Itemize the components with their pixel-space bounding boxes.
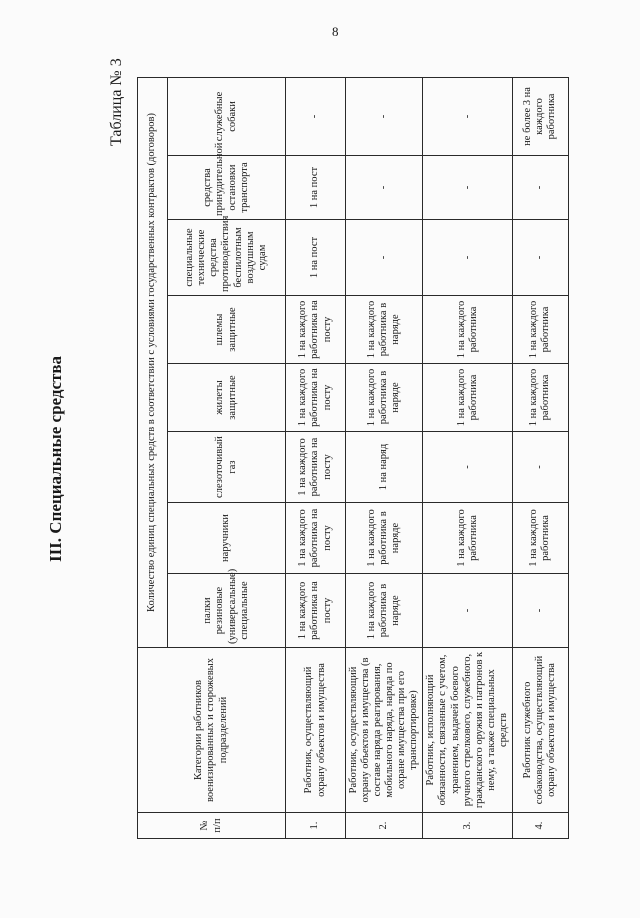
table-cell: - <box>423 77 512 155</box>
table-cell: - <box>423 156 512 220</box>
special-means-table <box>137 77 569 839</box>
row-category: Работник, осуществляющий охрану объектов и имущества <box>286 648 346 813</box>
table-cell: 1 на пост <box>286 220 346 296</box>
table-cell: не более 3 на каждого работника <box>512 77 568 155</box>
header-group: Количество единиц специальных средств в соответствии с условиями государственных контрактов (договоров) <box>138 77 168 647</box>
table-cell: 1 на каждого работника на посту <box>286 503 346 574</box>
table-cell: 1 на наряд <box>346 432 423 503</box>
table-cell: - <box>423 574 512 648</box>
table-cell: 1 на каждого работника на посту <box>286 296 346 364</box>
header-col-anti-drone: специальные технические средства противодействия беспилотным воздушным судам <box>168 220 286 296</box>
table-cell: 1 на каждого работника в наряде <box>346 574 423 648</box>
table-row <box>286 77 346 838</box>
table-cell: 1 на каждого работника <box>423 503 512 574</box>
table-cell: 1 на каждого работника <box>512 503 568 574</box>
table-label: Таблица № 3 <box>108 58 125 146</box>
table-cell: - <box>423 220 512 296</box>
table-cell: - <box>512 432 568 503</box>
header-col-dogs: служебные собаки <box>168 77 286 155</box>
row-number: 1. <box>286 813 346 839</box>
table-cell: 1 на каждого работника <box>423 296 512 364</box>
header-col-vests: жилеты защитные <box>168 364 286 432</box>
section-title: III. Специальные средства <box>46 355 65 563</box>
table-cell: - <box>512 574 568 648</box>
table-cell: 1 на пост <box>286 156 346 220</box>
table-cell: 1 на каждого работника в наряде <box>346 296 423 364</box>
table-cell: - <box>286 77 346 155</box>
table-row <box>512 77 568 838</box>
header-col-helmets: шлемы защитные <box>168 296 286 364</box>
table-cell: - <box>346 156 423 220</box>
table-cell: - <box>346 77 423 155</box>
table-cell: 1 на каждого работника в наряде <box>346 503 423 574</box>
header-category: Категории работников военизированных и сторожевых подразделений <box>138 648 286 813</box>
header-col-tear-gas: слезоточивый газ <box>168 432 286 503</box>
table-row <box>346 77 423 838</box>
header-col-vehicle-stop: средства принудительной остановки транспорта <box>168 156 286 220</box>
header-col-batons: палки резиновые (универсальные) специальные <box>168 574 286 648</box>
row-number: 3. <box>423 813 512 839</box>
table-cell: - <box>423 432 512 503</box>
row-number: 2. <box>346 813 423 839</box>
table-cell: 1 на каждого работника на посту <box>286 574 346 648</box>
row-number: 4. <box>512 813 568 839</box>
table-cell: 1 на каждого работника на посту <box>286 364 346 432</box>
header-col-handcuffs: наручники <box>168 503 286 574</box>
row-category: Работник, осуществляющий охрану объектов и имущества (в составе наряда реагирования, мобильного наряда, наряда по охране имущества при его транспортировке) <box>346 648 423 813</box>
row-category: Работник служебного собаководства, осуществляющий охрану объектов и имущества <box>512 648 568 813</box>
table-cell: 1 на каждого работника <box>512 364 568 432</box>
table-cell: 1 на каждого работника в наряде <box>346 364 423 432</box>
table-cell: 1 на каждого работника на посту <box>286 432 346 503</box>
row-category: Работник, исполняющий обязанности, связанные с учетом, хранением, выдачей боевого ручного стрелкового, служебного, гражданского оружия и патронов к нему, а также специальных средств <box>423 648 512 813</box>
table-cell: - <box>512 156 568 220</box>
table-cell: 1 на каждого работника <box>512 296 568 364</box>
page-number: 8 <box>332 24 339 39</box>
table-cell: - <box>512 220 568 296</box>
table-row <box>423 77 512 838</box>
table-cell: 1 на каждого работника <box>423 364 512 432</box>
header-no: № п/п <box>138 813 286 839</box>
table-cell: - <box>346 220 423 296</box>
